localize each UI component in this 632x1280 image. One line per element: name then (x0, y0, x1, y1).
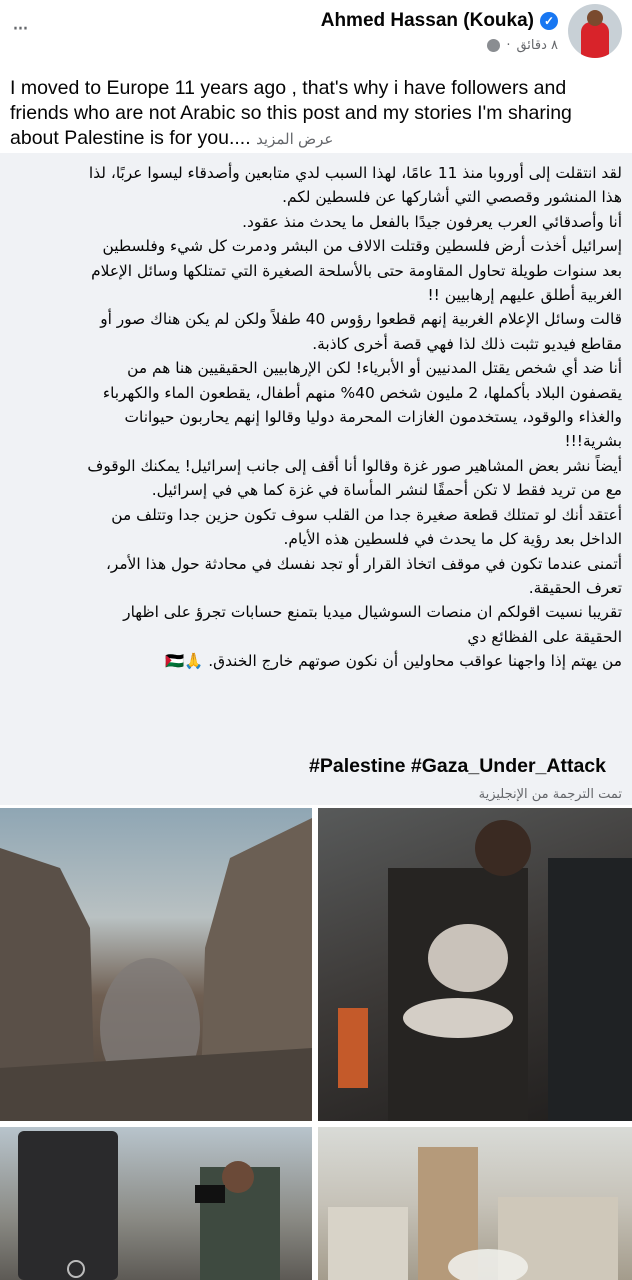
translated-line: تعرف الحقيقة. (528, 578, 622, 597)
avatar[interactable] (568, 4, 622, 58)
verified-badge-icon: ✓ (540, 12, 558, 30)
globe-icon (487, 39, 500, 52)
translated-line: لقد انتقلت إلى أوروبا منذ 11 عامًا، لهذا السبب لدي متابعين وأصدقاء ليسوا عربًا، لذا (88, 164, 622, 182)
translated-line: بعد سنوات طويلة تحاول المقاومة حتى بالأسلحة الصغيرة التي تمتلكها وسائل الإعلام (91, 261, 622, 280)
avatar-shirt (581, 22, 609, 58)
hashtags[interactable]: #Palestine #Gaza_Under_Attack (309, 755, 606, 777)
author-name[interactable] (321, 10, 558, 32)
more-options-icon[interactable]: ··· (12, 17, 27, 42)
photo-photographer[interactable] (0, 1127, 312, 1280)
photo-rescuer-child-art (318, 808, 632, 1121)
photo-destroyed-street-art (0, 808, 312, 1121)
translated-line: قالت وسائل الإعلام الغربية إنهم قطعوا رؤوس 40 طفلاً ولكن لم يكن هناك صور أو (100, 310, 622, 329)
photo-photographer-art (0, 1127, 312, 1280)
post-text-english (10, 76, 622, 152)
translated-line: إسرائيل أخذت أرض فلسطين وقتلت الالاف من البشر ودمرت كل شيء وفلسطين (102, 237, 622, 256)
post-meta (487, 38, 558, 53)
author-name-text[interactable]: Ahmed Hassan (Kouka) (320, 10, 534, 31)
photo-destroyed-street[interactable] (0, 808, 312, 1121)
translated-line: أنا ضد أي شخص يقتل المدنيين أو الأبرياء! لكن الإرهابيين الحقيقيين هنا هم من (127, 359, 622, 378)
see-more-link[interactable]: عرض المزيد (256, 131, 334, 148)
translation-box (0, 153, 632, 805)
photo-smoke-buildings-art (318, 1127, 632, 1280)
translated-line: أيضاً نشر بعض المشاهير صور غزة وقالوا أنا أقف إلى جانب إسرائيل! يمكنك الوقوف (87, 456, 622, 475)
translated-line: بشرية!!! (564, 432, 622, 451)
photo-rescuer-child[interactable] (318, 808, 632, 1121)
translated-line: أعتقد أنك لو تمتلك قطعة صغيرة جدا من القلب سوف تكون حزين جدا وتتلف من (111, 505, 622, 524)
translated-line: يقصفون البلاد بأكملها، 2 مليون شخص 40% منهم أطفال، يقطعون الماء والكهرباء (102, 383, 622, 402)
post-text-en: I moved to Europe 11 years ago , that's why i have followers and friends who are not Arabic so this post and my stories I'm sharing about Palestine is for you.... (10, 77, 572, 149)
translated-line: الداخل بعد رؤية كل ما يحدث في فلسطين هذه الأيام. (283, 530, 622, 549)
translated-line: مع من تريد فقط لا تكن أحمقًا لنشر المأساة في غزة كما هي في إسرائيل. (151, 481, 622, 500)
translated-text (10, 161, 622, 674)
post-time[interactable]: ٨ دقائق (516, 38, 558, 53)
translated-line: تقريبا نسيت اقولكم ان منصات السوشيال ميديا بتمنع حسابات تجرؤ على اظهار (123, 603, 622, 622)
meta-separator: · (506, 38, 511, 53)
translated-line: والغذاء والوقود، يستخدمون الغازات المحرمة دوليا وقالوا إنهم يحاربون حيوانات (124, 408, 622, 427)
translated-line: أتمنى عندما تكون في موقف اتخاذ القرار أو تجد نفسك في محادثة حول هذا الأمر، (105, 554, 622, 573)
translated-label[interactable]: تمت الترجمة من الإنجليزية (478, 787, 622, 802)
translated-line: الغربية أطلق عليهم إرهابيين !! (427, 286, 622, 305)
avatar-head (587, 10, 603, 26)
post-header (0, 0, 632, 70)
photo-smoke-buildings[interactable] (318, 1127, 632, 1280)
translated-line: مقاطع فيديو تثبت ذلك لذا فهي قصة أخرى كاذبة. (312, 334, 622, 353)
translated-line: الحقيقة على الفظائع دي (467, 627, 622, 646)
translated-line: هذا المنشور وقصصي التي أشاركها عن فلسطين لكم. (282, 188, 622, 207)
translated-line: أنا وأصدقائي العرب يعرفون جيدًا بالفعل ما يحدث منذ عقود. (242, 212, 622, 231)
translated-line: من يهتم إذا واجهنا عواقب محاولين أن نكون صوتهم خارج الخندق. 🙏🇵🇸 (165, 652, 622, 671)
